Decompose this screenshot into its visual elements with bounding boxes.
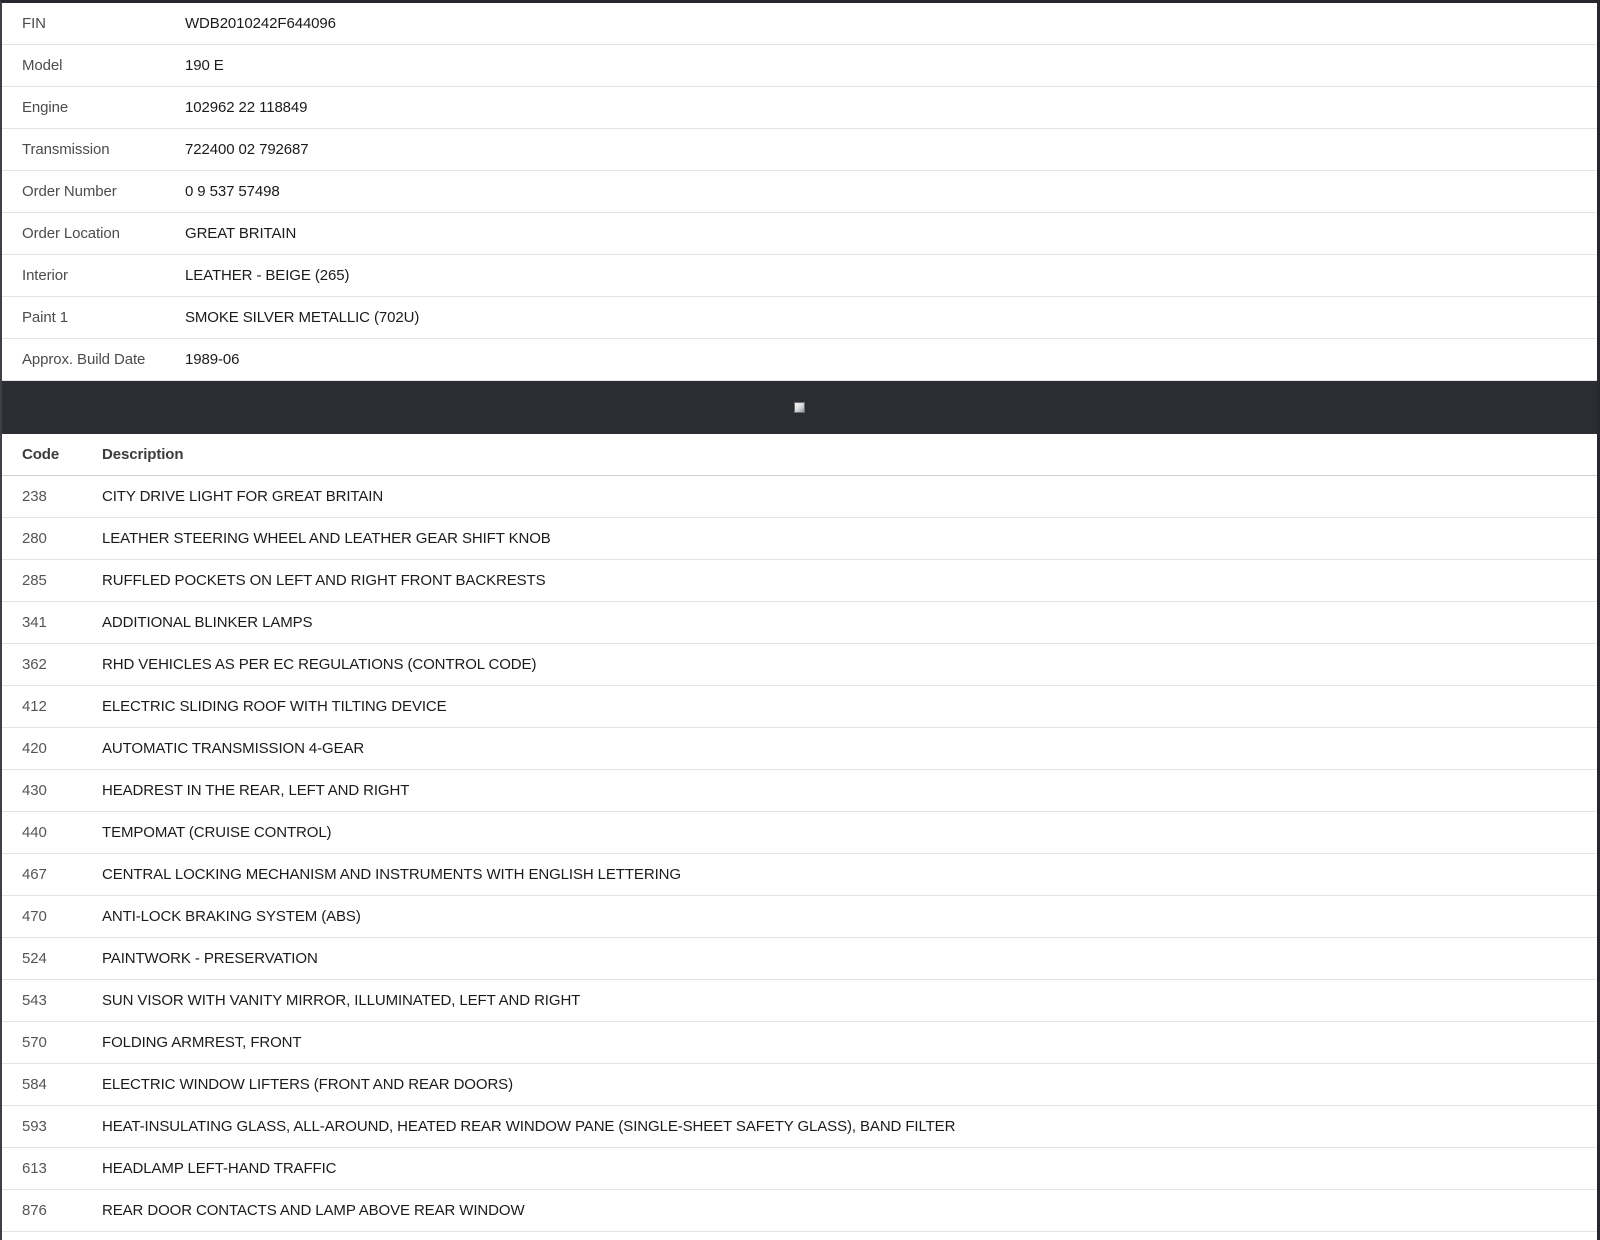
option-description: ELECTRIC WINDOW LIFTERS (FRONT AND REAR DOORS)	[102, 1076, 513, 1093]
codes-table-header	[2, 434, 1597, 476]
table-row	[2, 812, 1597, 854]
spec-label: Model	[22, 57, 63, 74]
spec-row	[2, 255, 1597, 297]
option-code: 420	[22, 740, 47, 757]
spec-label: Approx. Build Date	[22, 351, 146, 368]
broken-image-icon	[794, 402, 805, 413]
spec-value: SMOKE SILVER METALLIC (702U)	[185, 309, 420, 326]
spec-row	[2, 213, 1597, 255]
option-description: HEADREST IN THE REAR, LEFT AND RIGHT	[102, 782, 410, 799]
option-code: 285	[22, 572, 47, 589]
table-row	[2, 560, 1597, 602]
table-row	[2, 686, 1597, 728]
table-row	[2, 728, 1597, 770]
option-description: HEADLAMP LEFT-HAND TRAFFIC	[102, 1160, 337, 1177]
spec-label: Order Number	[22, 183, 117, 200]
spec-label: Engine	[22, 99, 69, 116]
table-row	[2, 896, 1597, 938]
spec-row	[2, 297, 1597, 339]
table-row	[2, 602, 1597, 644]
option-description: HEAT-INSULATING GLASS, ALL-AROUND, HEATED REAR WINDOW PANE (SINGLE-SHEET SAFETY GLASS), BAND FILTER	[102, 1118, 956, 1135]
option-description: ELECTRIC SLIDING ROOF WITH TILTING DEVICE	[102, 698, 447, 715]
table-row	[2, 980, 1597, 1022]
table-row	[2, 1106, 1597, 1148]
option-code: 280	[22, 530, 47, 547]
option-description: AUTOMATIC TRANSMISSION 4-GEAR	[102, 740, 365, 757]
option-code: 876	[22, 1202, 47, 1219]
spec-value: 722400 02 792687	[185, 141, 309, 158]
table-row	[2, 1064, 1597, 1106]
option-description: REAR DOOR CONTACTS AND LAMP ABOVE REAR WINDOW	[102, 1202, 525, 1219]
vehicle-spec-table	[2, 3, 1597, 381]
code-column-header: Code	[22, 446, 60, 463]
option-code: 613	[22, 1160, 47, 1177]
option-code: 430	[22, 782, 47, 799]
table-row	[2, 518, 1597, 560]
option-description: LEATHER STEERING WHEEL AND LEATHER GEAR SHIFT KNOB	[102, 530, 551, 547]
option-description: ADDITIONAL BLINKER LAMPS	[102, 614, 313, 631]
table-row	[2, 1190, 1597, 1232]
spec-row	[2, 339, 1597, 381]
spec-value: 190 E	[185, 57, 224, 74]
option-code: 440	[22, 824, 47, 841]
spec-row	[2, 45, 1597, 87]
option-description: FOLDING ARMREST, FRONT	[102, 1034, 302, 1051]
spec-value: GREAT BRITAIN	[185, 225, 297, 242]
option-code: 362	[22, 656, 47, 673]
table-row	[2, 1022, 1597, 1064]
option-code: 470	[22, 908, 47, 925]
option-description: PAINTWORK - PRESERVATION	[102, 950, 318, 967]
equipment-codes-table	[2, 434, 1597, 1232]
spec-value: 102962 22 118849	[185, 99, 308, 116]
section-divider-bar	[2, 381, 1597, 434]
option-code: 593	[22, 1118, 47, 1135]
option-description: SUN VISOR WITH VANITY MIRROR, ILLUMINATED, LEFT AND RIGHT	[102, 992, 581, 1009]
spec-row	[2, 129, 1597, 171]
spec-row	[2, 87, 1597, 129]
spec-label: Transmission	[22, 141, 110, 158]
description-column-header: Description	[102, 446, 184, 463]
spec-row	[2, 3, 1597, 45]
option-description: ANTI-LOCK BRAKING SYSTEM (ABS)	[102, 908, 361, 925]
option-code: 543	[22, 992, 47, 1009]
option-code: 238	[22, 488, 47, 505]
option-description: CENTRAL LOCKING MECHANISM AND INSTRUMENTS WITH ENGLISH LETTERING	[102, 866, 681, 883]
option-code: 412	[22, 698, 47, 715]
option-code: 570	[22, 1034, 47, 1051]
option-code: 341	[22, 614, 47, 631]
table-row	[2, 854, 1597, 896]
option-description: RHD VEHICLES AS PER EC REGULATIONS (CONTROL CODE)	[102, 656, 537, 673]
table-row	[2, 644, 1597, 686]
spec-row	[2, 171, 1597, 213]
option-code: 467	[22, 866, 47, 883]
spec-label: FIN	[22, 15, 46, 32]
table-row	[2, 1148, 1597, 1190]
spec-value: 0 9 537 57498	[185, 183, 280, 200]
spec-value: LEATHER - BEIGE (265)	[185, 267, 350, 284]
option-description: RUFFLED POCKETS ON LEFT AND RIGHT FRONT BACKRESTS	[102, 572, 546, 589]
spec-value: 1989-06	[185, 351, 240, 368]
spec-label: Paint 1	[22, 309, 68, 326]
option-code: 524	[22, 950, 47, 967]
option-description: CITY DRIVE LIGHT FOR GREAT BRITAIN	[102, 488, 384, 505]
table-row	[2, 938, 1597, 980]
table-row	[2, 770, 1597, 812]
table-row	[2, 476, 1597, 518]
spec-value: WDB2010242F644096	[185, 15, 336, 32]
spec-label: Order Location	[22, 225, 120, 242]
spec-label: Interior	[22, 267, 68, 284]
option-code: 584	[22, 1076, 47, 1093]
option-description: TEMPOMAT (CRUISE CONTROL)	[102, 824, 332, 841]
codes-table-body	[2, 476, 1597, 1232]
